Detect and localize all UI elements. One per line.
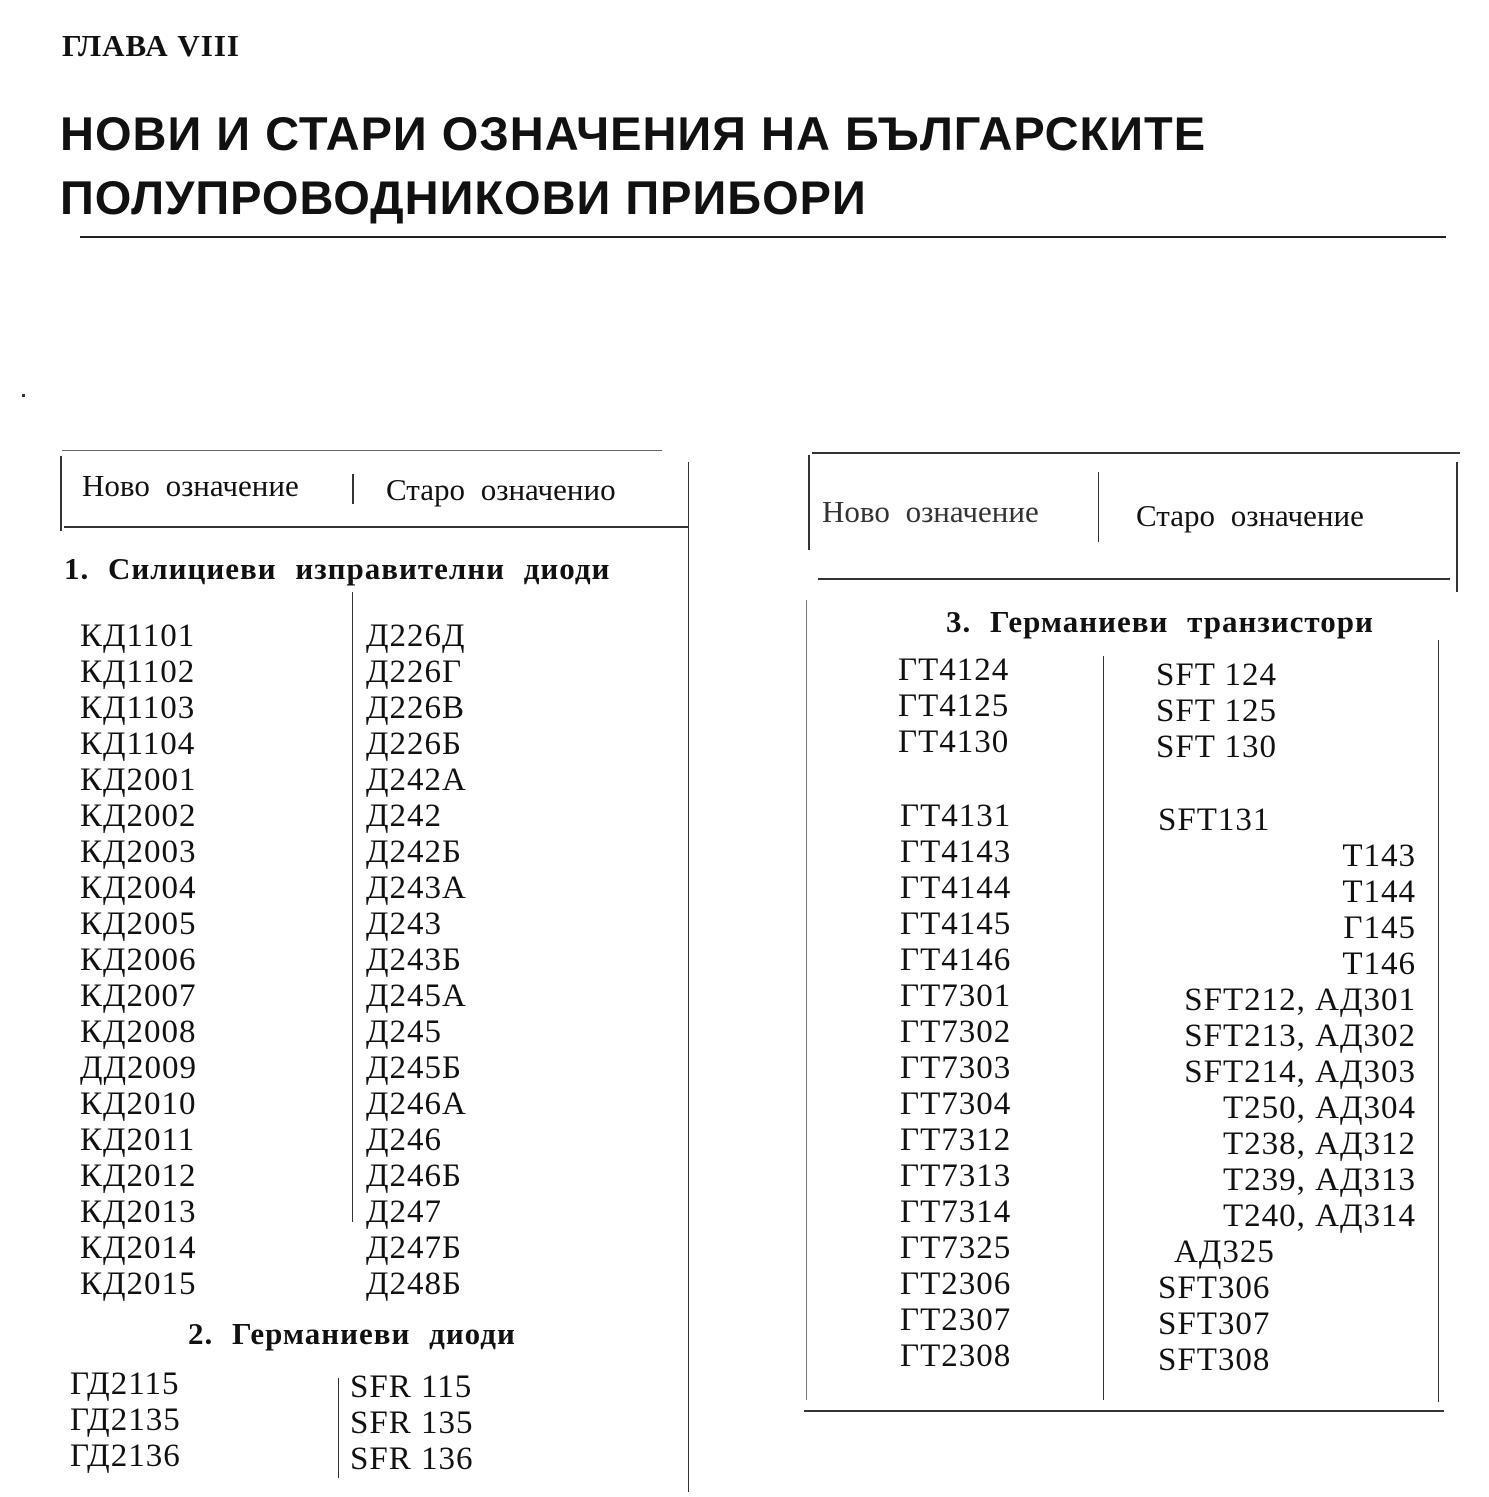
new-designation-cell: ГТ4130 (898, 724, 1010, 760)
old-designation-cell: SFT306 (1158, 1270, 1271, 1306)
left-header-rule (64, 526, 688, 528)
new-designation-cell: КД2008 (80, 1014, 197, 1050)
new-designation-cell: КД2005 (80, 906, 197, 942)
old-designation-cell: Д247Б (366, 1230, 462, 1266)
old-designation-cell: Д242А (366, 762, 467, 798)
old-designation-cell: SFR 136 (350, 1441, 474, 1477)
old-designation-cell: Д226Б (366, 726, 462, 762)
left-header-old: Старо означенио (386, 472, 616, 507)
old-designation-cell: SFT131 (1158, 802, 1271, 838)
right-table-left-edge-lower (806, 600, 807, 1400)
title-rule (80, 236, 1446, 238)
old-designation-cell: Т238, АД312 (1223, 1126, 1416, 1162)
left-table-top-rule (62, 450, 662, 451)
old-designation-cell: Д226Д (366, 618, 466, 654)
new-designation-cell: КД1104 (80, 726, 196, 762)
new-designation-cell: КД2001 (80, 762, 197, 798)
new-designation-cell: КД2010 (80, 1086, 197, 1122)
new-designation-cell: КД1102 (80, 654, 196, 690)
old-designation-cell: Т240, АД314 (1223, 1198, 1416, 1234)
chapter-heading: ГЛАВА VIII (62, 28, 240, 63)
new-designation-cell: КД2007 (80, 978, 197, 1014)
new-designation-cell: ГТ4124 (898, 652, 1010, 688)
section-1-old-column (366, 618, 467, 1302)
old-designation-cell: Д245Б (366, 1050, 462, 1086)
new-designation-cell: КД2003 (80, 834, 197, 870)
old-designation-cell: SFT 125 (1156, 693, 1278, 729)
section-1-divider (352, 592, 353, 1222)
section-3-title: 3. Германиеви транзистори (946, 604, 1374, 639)
old-designation-cell: SFR 115 (350, 1369, 473, 1405)
old-designation-cell: Г145 (1343, 910, 1416, 946)
new-designation-cell: ГТ7325 (900, 1230, 1012, 1266)
new-designation-cell: КД2004 (80, 870, 197, 906)
new-designation-cell: КД2015 (80, 1266, 197, 1302)
old-designation-cell: Д246 (366, 1122, 443, 1158)
new-designation-cell: ГТ7312 (900, 1122, 1012, 1158)
old-designation-cell: SFT214, АД303 (1184, 1054, 1416, 1090)
new-designation-cell: ГТ7313 (900, 1158, 1012, 1194)
old-designation-cell: SFT307 (1158, 1306, 1271, 1342)
new-designation-cell: КД2013 (80, 1194, 197, 1230)
old-designation-cell: Д226Г (366, 654, 463, 690)
old-designation-cell: Д246Б (366, 1158, 462, 1194)
new-designation-cell: ГД2115 (70, 1366, 180, 1402)
right-table-left-edge (808, 455, 810, 550)
old-designation-cell: Д246А (366, 1086, 467, 1122)
section-2-new-column (70, 1366, 181, 1474)
title-line-1: НОВИ И СТАРИ ОЗНАЧЕНИЯ НА БЪЛГАРСКИТЕ (60, 107, 1207, 160)
right-table-bottom-rule (804, 1410, 1444, 1412)
new-designation-cell: ДД2009 (80, 1050, 198, 1086)
title-line-2: ПОЛУПРОВОДНИКОВИ ПРИБОРИ (60, 171, 867, 224)
new-designation-cell: ГТ7301 (900, 978, 1012, 1014)
right-table-right-edge-top (1456, 462, 1458, 592)
section-2-divider (338, 1378, 339, 1478)
section-1-new-column (80, 618, 197, 1302)
section-1-title: 1. Силициеви изправителни диоди (64, 551, 611, 586)
new-designation-cell: ГТ7303 (900, 1050, 1012, 1086)
old-designation-cell: АД325 (1174, 1234, 1275, 1270)
old-designation-cell: Т144 (1342, 874, 1416, 910)
new-designation-cell: КД2011 (80, 1122, 196, 1158)
new-designation-cell: ГД2136 (70, 1438, 181, 1474)
old-designation-cell: Д243Б (366, 942, 462, 978)
new-designation-cell: ГТ4131 (900, 798, 1012, 834)
new-designation-cell: ГТ7314 (900, 1194, 1012, 1230)
new-designation-cell: КД2002 (80, 798, 197, 834)
new-designation-cell: КД1101 (80, 618, 196, 654)
old-designation-cell: Д247 (366, 1194, 443, 1230)
old-designation-cell: SFT 124 (1156, 657, 1278, 693)
group-1-new-column (898, 652, 1009, 760)
old-designation-cell: Т143 (1342, 838, 1416, 874)
old-designation-cell: SFT213, АД302 (1184, 1018, 1416, 1054)
section-2-title: 2. Германиеви диоди (188, 1316, 516, 1351)
new-designation-cell: ГТ4146 (900, 942, 1012, 978)
old-designation-cell: Д245 (366, 1014, 443, 1050)
section-3-divider (1103, 656, 1104, 1400)
right-header-divider (1098, 472, 1099, 542)
old-designation-cell: SFT 130 (1156, 729, 1278, 765)
new-designation-cell: ГД2135 (70, 1402, 181, 1438)
left-header-new: Ново означение (82, 468, 299, 503)
right-header-rule (818, 578, 1450, 580)
print-speck (22, 394, 25, 397)
old-designation-cell: SFR 135 (350, 1405, 474, 1441)
old-designation-cell: Д243 (366, 906, 443, 942)
new-designation-cell: ГТ2308 (900, 1338, 1012, 1374)
new-designation-cell: ГТ2307 (900, 1302, 1012, 1338)
new-designation-cell: ГТ4145 (900, 906, 1012, 942)
page-title (60, 102, 1440, 230)
old-designation-cell: SFT308 (1158, 1342, 1271, 1378)
new-designation-cell: КД2012 (80, 1158, 197, 1194)
old-designation-cell: Т250, АД304 (1223, 1090, 1416, 1126)
old-designation-cell: Д245А (366, 978, 467, 1014)
new-designation-cell: ГТ4125 (898, 688, 1010, 724)
group-2-old-column (1158, 802, 1416, 1378)
group-1-old-column (1156, 657, 1277, 765)
right-table-top-rule (812, 452, 1460, 454)
old-designation-cell: SFT212, АД301 (1184, 982, 1416, 1018)
new-designation-cell: КД2006 (80, 942, 197, 978)
new-designation-cell: КД2014 (80, 1230, 197, 1266)
new-designation-cell: ГТ7304 (900, 1086, 1012, 1122)
group-2-new-column (900, 798, 1011, 1374)
old-designation-cell: Т146 (1342, 946, 1416, 982)
new-designation-cell: ГТ7302 (900, 1014, 1012, 1050)
new-designation-cell: КД1103 (80, 690, 196, 726)
right-table-right-edge (1438, 640, 1439, 1402)
old-designation-cell: Т239, АД313 (1223, 1162, 1416, 1198)
old-designation-cell: Д243А (366, 870, 467, 906)
new-designation-cell: ГТ4143 (900, 834, 1012, 870)
new-designation-cell: ГТ4144 (900, 870, 1012, 906)
old-designation-cell: Д242 (366, 798, 443, 834)
old-designation-cell: Д226В (366, 690, 466, 726)
right-header-new: Ново означение (822, 494, 1039, 529)
left-table-right-edge (688, 462, 689, 1492)
old-designation-cell: Д248Б (366, 1266, 462, 1302)
old-designation-cell: Д242Б (366, 834, 462, 870)
left-header-divider (352, 474, 354, 504)
section-2-old-column (350, 1369, 473, 1477)
left-table-left-edge (60, 456, 62, 531)
right-header-old: Старо означение (1136, 498, 1364, 533)
new-designation-cell: ГТ2306 (900, 1266, 1012, 1302)
